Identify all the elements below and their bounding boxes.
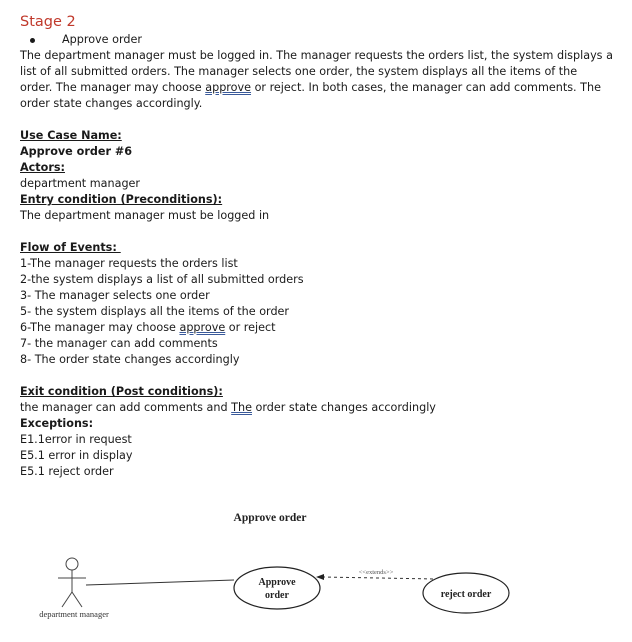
actors-label: Actors:: [20, 161, 65, 174]
flow-step: 3- The manager selects one order: [20, 289, 210, 302]
exit-after: order state changes accordingly: [251, 401, 436, 414]
exit-before: the manager can add comments and: [20, 401, 232, 414]
document: [20, 12, 616, 480]
flow-step: 5- the system displays all the items of the order: [20, 305, 290, 318]
reject-order-label: reject order: [440, 589, 492, 600]
association-line: [86, 580, 234, 585]
actors-value: department manager: [20, 177, 141, 190]
entry-condition-label: Entry condition (Preconditions):: [20, 193, 223, 206]
exit-condition-value: [20, 400, 616, 416]
approve-word: approve: [205, 81, 252, 94]
use-case-diagram: [0, 500, 632, 642]
diagram-title: Approve order: [233, 512, 307, 524]
extends-line: [322, 577, 436, 579]
intro-line-4: order state changes accordingly.: [20, 97, 203, 110]
flow-step-6: [20, 320, 616, 336]
actor-label: department manager: [39, 609, 109, 619]
intro-line-3: [20, 80, 616, 96]
intro-line-3-after: or reject. In both cases, the manager can add comments. The: [251, 81, 601, 94]
approve-order-usecase: [234, 567, 320, 609]
exception-item: E1.1error in request: [20, 433, 132, 446]
arrow-head-icon: [316, 574, 324, 580]
flow-step-8: 8- The order state changes accordingly: [20, 353, 240, 366]
usecase-main-line1: Approve: [258, 577, 296, 588]
the-word: The: [231, 401, 252, 414]
flow-step: 2-the system displays a list of all submitted orders: [20, 273, 304, 286]
exit-condition-label: Exit condition (Post conditions):: [20, 385, 223, 398]
exceptions-label: Exceptions:: [20, 417, 94, 430]
stage-title: Stage 2: [20, 14, 76, 30]
use-case-name-value: Approve order #6: [20, 145, 133, 158]
flow-step: 1-The manager requests the orders list: [20, 257, 238, 270]
exception-item: E5.1 reject order: [20, 465, 114, 478]
extends-label: <<extends>>: [358, 569, 394, 576]
bullet-text: Approve order: [62, 33, 142, 46]
intro-line-2: list of all submitted orders. The manager selects one order, the system displays all the items of the: [20, 65, 578, 78]
flow-step-6-before: 6-The manager may choose: [20, 321, 180, 334]
entry-condition-value: The department manager must be logged in: [20, 209, 270, 222]
bullet-item: [30, 32, 616, 48]
stick-figure-icon: [58, 558, 86, 607]
intro-line-3-before: order. The manager may choose: [20, 81, 206, 94]
intro-line-1: The department manager must be logged in. The manager requests the orders list, the system displays a: [20, 49, 613, 62]
usecase-main-line2: order: [265, 590, 289, 601]
exception-item: E5.1 error in display: [20, 449, 133, 462]
bullet-icon: [30, 38, 35, 43]
approve-word: approve: [179, 321, 226, 334]
flow-step-7: 7- the manager can add comments: [20, 337, 218, 350]
flow-label: Flow of Events:: [20, 241, 121, 254]
flow-step-6-after: or reject: [225, 321, 276, 334]
use-case-name-label: Use Case Name:: [20, 129, 122, 142]
